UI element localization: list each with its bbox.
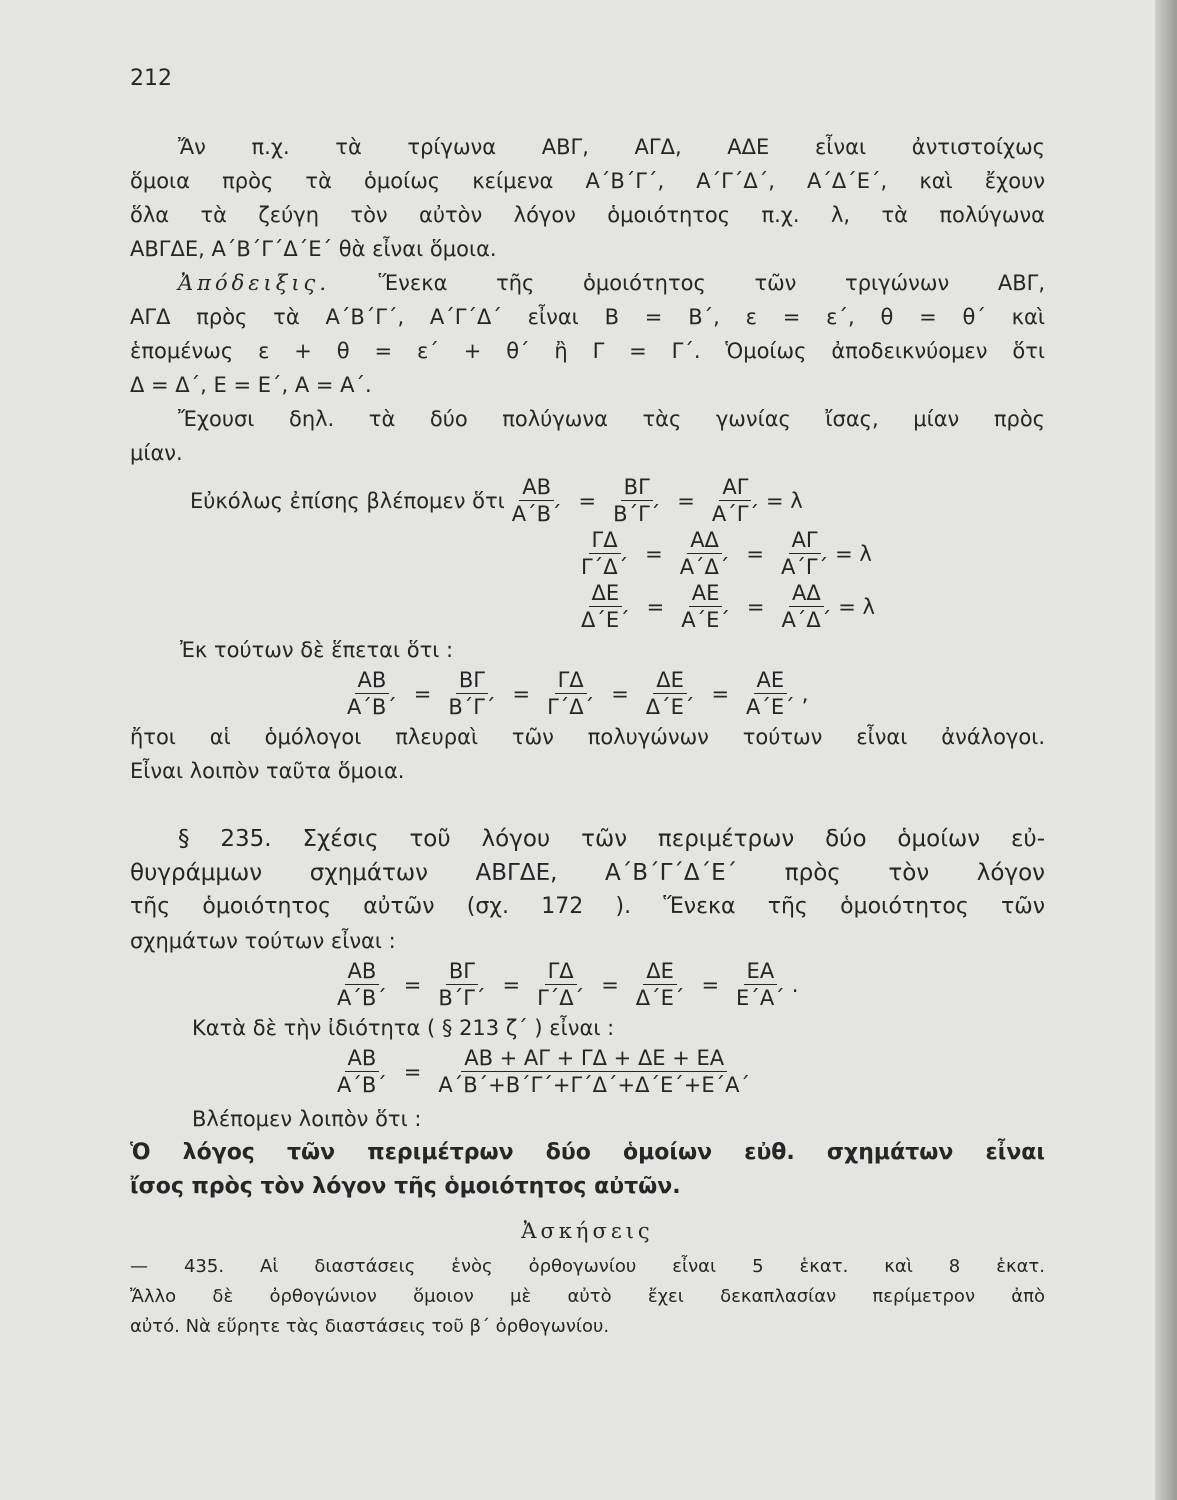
- fraction: $\frac{A\Delta}{A΄\Delta΄}$: [781, 581, 832, 632]
- fraction: $\frac{B\Gamma}{B΄\Gamma΄}$: [613, 475, 661, 526]
- section-235-line: § 235. Σχέσις τοῦ λόγου τῶν περιμέτρων δύο ὁμοίων εὐ-: [178, 826, 1045, 852]
- text-line: ὅλα τὰ ζεύγη τὸν αὐτὸν λόγον ὁμοιότητος π.χ. λ, τὰ πολύγωνα: [130, 203, 1045, 227]
- proof-text: Ἕνεκα τῆς ὁμοιότητος τῶν τριγώνων ΑΒΓ,: [378, 271, 1045, 295]
- text-line: ἑπομένως ε + θ = ε΄ + θ΄ ἢ Γ = Γ΄. Ὁμοίως ἀποδεικνύομεν ὅτι: [130, 339, 1045, 363]
- equation-1: Εὐκόλως ἐπίσης βλέπομεν ὅτι $\frac{AB}{A΄B΄}$ = $\frac{B\Gamma}{B΄\Gamma΄}$ = $\frac{A\Gamma}{A΄\Gamma΄}$ = λ: [190, 475, 803, 526]
- text-line: Βλέπομεν λοιπὸν ὅτι :: [192, 1107, 422, 1131]
- text-line: Ἄν π.χ. τὰ τρίγωνα ΑΒΓ, ΑΓΔ, ΑΔΕ εἶναι ἀντιστοίχως: [178, 135, 1045, 159]
- exercise-line: — 435. Αἱ διαστάσεις ἑνὸς ὀρθογωνίου εἶναι 5 ἑκατ. καὶ 8 ἑκατ.: [130, 1256, 1045, 1277]
- fraction: $\frac{B\Gamma}{B΄\Gamma΄}$: [448, 668, 496, 719]
- equation-3: $\frac{\Delta E}{\Delta΄E΄}$ = $\frac{AE}{A΄E΄}$ = $\frac{A\Delta}{A΄\Delta΄}$ = λ: [574, 580, 1045, 633]
- page-edge-shadow: [1155, 0, 1177, 1500]
- fraction: $\frac{AB}{A΄B΄}$: [511, 475, 562, 526]
- exercise-line: Ἄλλο δὲ ὀρθογώνιον ὅμοιον μὲ αὐτὸ ἔχει δεκαπλασίαν περίμετρον ἀπὸ: [130, 1286, 1045, 1307]
- text-line: Εἶναι λοιπὸν ταῦτα ὅμοια.: [130, 759, 405, 783]
- fraction: $\frac{AB}{A΄B΄}$: [337, 1046, 387, 1097]
- fraction: $\frac{A\Gamma}{A΄\Gamma΄}$: [711, 475, 759, 526]
- text-line: μίαν.: [130, 441, 183, 465]
- page-content: [130, 60, 1045, 1342]
- section-235-line: θυγράμμων σχημάτων ΑΒΓΔΕ, Α΄Β΄Γ΄Δ΄Ε΄ πρὸς τὸν λόγον: [130, 860, 1045, 886]
- fraction: $\frac{A\Gamma}{A΄\Gamma΄}$: [781, 528, 829, 579]
- theorem-line: Ὁ λόγος τῶν περιμέτρων δύο ὁμοίων εὐθ. σχημάτων εἶναι: [130, 1140, 1045, 1165]
- fraction: $\frac{AB + A\Gamma + \Gamma\Delta + \Delta E + EA}{A΄B΄+B΄\Gamma΄+\Gamma΄\Delta΄+\Delta΄E΄+E΄A΄}$: [438, 1046, 750, 1097]
- fraction: $\frac{B\Gamma}{B΄\Gamma΄}$: [438, 959, 486, 1010]
- text-line: Ἔχουσι δηλ. τὰ δύο πολύγωνα τὰς γωνίας ἴσας, μίαν πρὸς: [178, 407, 1045, 431]
- fraction: $\frac{A\Delta}{A΄\Delta΄}$: [679, 528, 730, 579]
- exercise-line: αὐτό. Νὰ εὕρητε τὰς διαστάσεις τοῦ β΄ ὀρθογωνίου.: [130, 1316, 610, 1337]
- equation-5: $\frac{AB}{A΄B΄}$ = $\frac{B\Gamma}{B΄\Gamma΄}$ = $\frac{\Gamma\Delta}{\Gamma΄\Delta΄}$ = $\frac{\Delta E}{\Delta΄E΄}$ = $\frac{EA}{E΄A΄}$ .: [330, 958, 1045, 1011]
- text-line: ἤτοι αἱ ὁμόλογοι πλευραὶ τῶν πολυγώνων τούτων εἶναι ἀνάλογοι.: [130, 725, 1045, 749]
- text-line: Κατὰ δὲ τὴν ἰδιότητα ( § 213 ζ΄ ) εἶναι :: [192, 1016, 615, 1040]
- fraction: $\frac{\Gamma\Delta}{\Gamma΄\Delta΄}$: [547, 668, 595, 719]
- fraction: $\frac{AE}{A΄E΄}$: [746, 668, 795, 719]
- text-line: ΑΒΓΔΕ, Α΄Β΄Γ΄Δ΄Ε΄ θὰ εἶναι ὅμοια.: [130, 237, 497, 261]
- exercises-title: Ἀσκήσεις: [521, 1219, 654, 1243]
- fraction: $\frac{AB}{A΄B΄}$: [337, 959, 387, 1010]
- fraction: $\frac{\Delta E}{\Delta΄E΄}$: [581, 581, 630, 632]
- section-235-line: τῆς ὁμοιότητος αὐτῶν (σχ. 172 ). Ἕνεκα τῆς ὁμοιότητος τῶν: [130, 894, 1045, 919]
- section-235-line: σχημάτων τούτων εἶναι :: [130, 929, 396, 953]
- fraction: $\frac{\Gamma\Delta}{\Gamma΄\Delta΄}$: [581, 528, 629, 579]
- page-number: 212: [130, 66, 172, 91]
- equation-2: $\frac{\Gamma\Delta}{\Gamma΄\Delta΄}$ = $\frac{A\Delta}{A΄\Delta΄}$ = $\frac{A\Gamma}{A΄\Gamma΄}$ = λ: [574, 527, 1045, 580]
- fraction: $\frac{\Delta E}{\Delta΄E΄}$: [645, 668, 695, 719]
- fraction: $\frac{\Gamma\Delta}{\Gamma΄\Delta΄}$: [537, 959, 585, 1010]
- equation-6: $\frac{AB}{A΄B΄}$ = $\frac{AB + A\Gamma + \Gamma\Delta + \Delta E + EA}{A΄B΄+B΄\Gamma΄+\Gamma΄\Delta΄+\Delta΄E΄+E΄A΄}$: [330, 1045, 1045, 1098]
- text-line: Δ = Δ΄, Ε = Ε΄, Α = Α΄.: [130, 373, 372, 397]
- fraction: $\frac{EA}{E΄A΄}$: [736, 959, 785, 1010]
- fraction: $\frac{AE}{A΄E΄}$: [681, 581, 730, 632]
- proof-label: Ἀπόδειξις.: [178, 271, 330, 295]
- proof-line: [130, 266, 1045, 300]
- theorem-line: ἴσος πρὸς τὸν λόγον τῆς ὁμοιότητος αὐτῶν.: [130, 1174, 681, 1199]
- fraction: $\frac{\Delta E}{\Delta΄E΄}$: [635, 959, 685, 1010]
- text-line: Ἐκ τούτων δὲ ἕπεται ὅτι :: [180, 638, 454, 662]
- text-line: ΑΓΔ πρὸς τὰ Α΄Β΄Γ΄, Α΄Γ΄Δ΄ εἶναι Β = Β΄, ε = ε΄, θ = θ΄ καὶ: [130, 305, 1045, 329]
- equation-4: $\frac{AB}{A΄B΄}$ = $\frac{B\Gamma}{B΄\Gamma΄}$ = $\frac{\Gamma\Delta}{\Gamma΄\Delta΄}$ = $\frac{\Delta E}{\Delta΄E΄}$ = $\frac{AE}{A΄E΄}$ ,: [340, 667, 1045, 720]
- text-line: ὅμοια πρὸς τὰ ὁμοίως κείμενα Α΄Β΄Γ΄, Α΄Γ΄Δ΄, Α΄Δ΄Ε΄, καὶ ἔχουν: [130, 169, 1045, 193]
- fraction: $\frac{AB}{A΄B΄}$: [347, 668, 397, 719]
- easy-text: Εὐκόλως ἐπίσης βλέπομεν ὅτι: [190, 488, 505, 513]
